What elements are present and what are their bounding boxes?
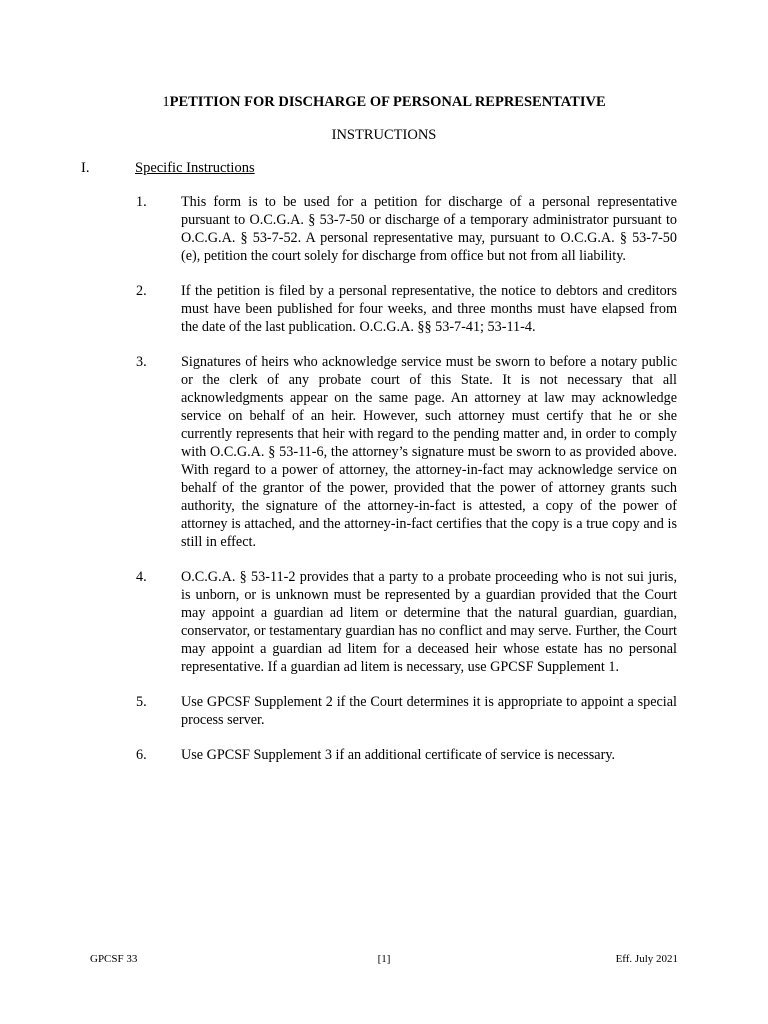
- list-item: [136, 353, 677, 551]
- footer-form-id: GPCSF 33: [90, 953, 138, 965]
- document-subtitle: INSTRUCTIONS: [331, 127, 437, 143]
- instruction-list: [136, 193, 677, 781]
- footer-effective-date: Eff. July 2021: [615, 953, 678, 965]
- list-item: [136, 193, 677, 265]
- section-heading-text: Specific Instructions: [135, 160, 255, 176]
- footer-page-number: [1]: [377, 953, 391, 965]
- section-number: I.: [81, 160, 90, 176]
- page-footer: [90, 953, 678, 969]
- section-heading: [81, 160, 255, 177]
- title-text: PETITION FOR DISCHARGE OF PERSONAL REPRESENTATIVE: [169, 94, 606, 110]
- list-item: [136, 693, 677, 729]
- footnote-marker: 1: [162, 94, 170, 110]
- document-title: [0, 94, 768, 111]
- item-number: 1.: [136, 194, 147, 210]
- item-text: Use GPCSF Supplement 3 if an additional certificate of service is necessary.: [181, 747, 616, 763]
- item-text: O.C.G.A. § 53-11-2 provides that a party to a probate proceeding who is not sui juris, is unborn, or is unknown must be represented by a guardian provided that the Court may appoint a guardian ad litem or determine that the natural guardian, guardian, conservator, or testamentary guardian has no conflict and may serve. Further, the Court may appoint a guardian ad litem for a deceased heir whose estate has no personal representative. If a guardian ad litem is necessary, use GPCSF Supplement 1.: [181, 569, 677, 675]
- item-number: 2.: [136, 283, 147, 299]
- list-item: [136, 746, 677, 764]
- list-item: [136, 282, 677, 336]
- item-text: If the petition is filed by a personal representative, the notice to debtors and creditors must have been published for four weeks, and three months must have elapsed from the date of the last publication. O.C.G.A. §§ 53-7-41; 53-11-4.: [181, 283, 677, 335]
- item-text: This form is to be used for a petition for discharge of a personal representative pursuant to O.C.G.A. § 53-7-50 or discharge of a temporary administrator pursuant to O.C.G.A. § 53-7-52. A personal representative may, pursuant to O.C.G.A. § 53-7-50 (e), petition the court solely for discharge from office but not from all liability.: [181, 194, 677, 264]
- item-number: 5.: [136, 694, 147, 710]
- item-text: Signatures of heirs who acknowledge service must be sworn to before a notary public or the clerk of any probate court of this State. It is not necessary that all acknowledgments appear on the same page. An attorney at law may acknowledge service on behalf of an heir. However, such attorney must certify that he or she currently represents that heir with regard to the pending matter and, in order to comply with O.C.G.A. § 53-11-6, the attorney’s signature must be sworn to as provided above. With regard to a power of attorney, the attorney-in-fact may acknowledge service on behalf of the grantor of the power, provided that the power of attorney grants such authority, the signature of the attorney-in-fact is attested, a copy of the power of attorney is attached, and the attorney-in-fact certifies that the copy is a true copy and is still in effect.: [181, 354, 677, 550]
- list-item: [136, 568, 677, 676]
- item-number: 3.: [136, 354, 147, 370]
- item-number: 6.: [136, 747, 147, 763]
- item-number: 4.: [136, 569, 147, 585]
- item-text: Use GPCSF Supplement 2 if the Court determines it is appropriate to appoint a special process server.: [181, 694, 677, 728]
